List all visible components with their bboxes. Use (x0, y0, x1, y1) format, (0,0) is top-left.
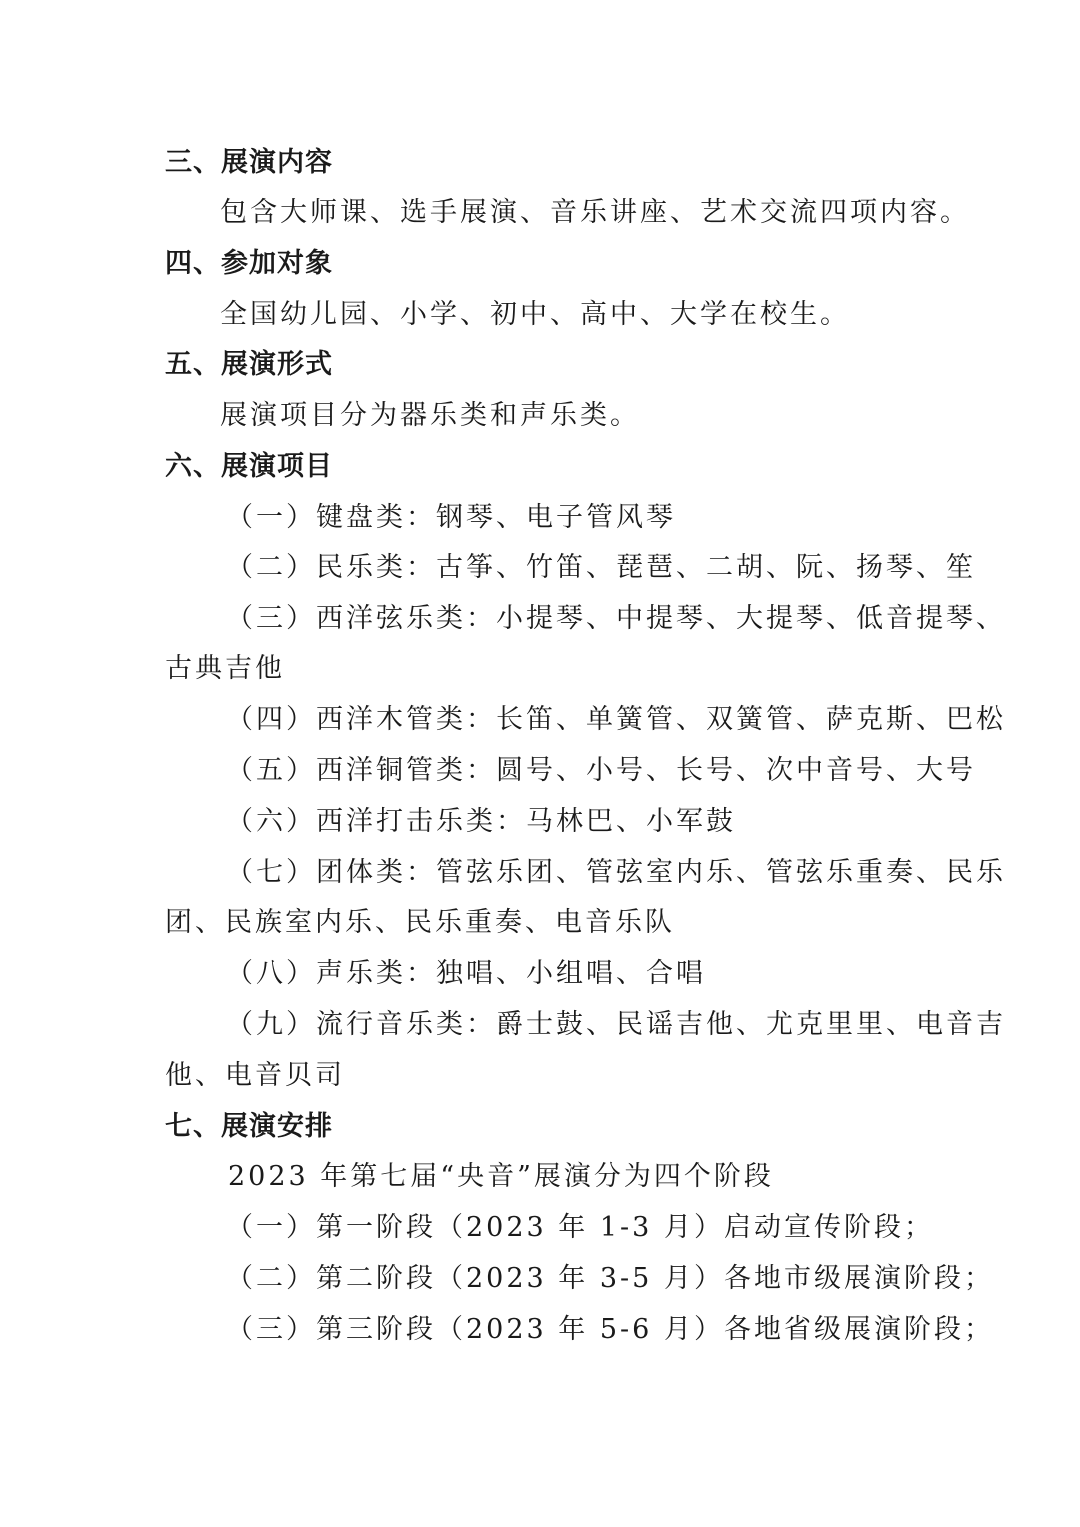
section-body-content: 包含大师课、选手展演、音乐讲座、艺术交流四项内容。 (220, 197, 970, 228)
list-item: （八）声乐类：独唱、小组唱、合唱 (226, 958, 706, 989)
list-item-continuation: 古典吉他 (165, 653, 285, 684)
list-item-continuation: 团、民族室内乐、民乐重奏、电音乐队 (165, 907, 675, 938)
section-heading-participants: 四、参加对象 (165, 248, 333, 279)
list-item: （四）西洋木管类：长笛、单簧管、双簧管、萨克斯、巴松 (226, 704, 1006, 735)
list-item: （一）键盘类：钢琴、电子管风琴 (226, 502, 676, 533)
section-heading-format: 五、展演形式 (165, 349, 333, 380)
schedule-stage: （二）第二阶段（2023 年 3-5 月）各地市级展演阶段； (226, 1263, 994, 1294)
schedule-stage: （一）第一阶段（2023 年 1-3 月）启动宣传阶段； (226, 1212, 934, 1243)
list-item: （九）流行音乐类：爵士鼓、民谣吉他、尤克里里、电音吉 (226, 1009, 1006, 1040)
section-body-participants: 全国幼儿园、小学、初中、高中、大学在校生。 (220, 299, 850, 330)
schedule-intro: 2023 年第七届“央音”展演分为四个阶段 (228, 1161, 774, 1192)
section-heading-items: 六、展演项目 (165, 451, 333, 482)
list-item: （五）西洋铜管类：圆号、小号、长号、次中音号、大号 (226, 755, 976, 786)
list-item-continuation: 他、电音贝司 (165, 1060, 345, 1091)
schedule-stage: （三）第三阶段（2023 年 5-6 月）各地省级展演阶段； (226, 1314, 994, 1345)
list-item: （七）团体类：管弦乐团、管弦室内乐、管弦乐重奏、民乐 (226, 857, 1006, 888)
list-item: （六）西洋打击乐类：马林巴、小军鼓 (226, 806, 736, 837)
section-heading-content: 三、展演内容 (165, 147, 333, 178)
list-item: （二）民乐类：古筝、竹笛、琵琶、二胡、阮、扬琴、笙 (226, 552, 976, 583)
section-body-format: 展演项目分为器乐类和声乐类。 (220, 400, 640, 431)
list-item: （三）西洋弦乐类：小提琴、中提琴、大提琴、低音提琴、 (226, 603, 1006, 634)
section-heading-schedule: 七、展演安排 (165, 1111, 333, 1142)
